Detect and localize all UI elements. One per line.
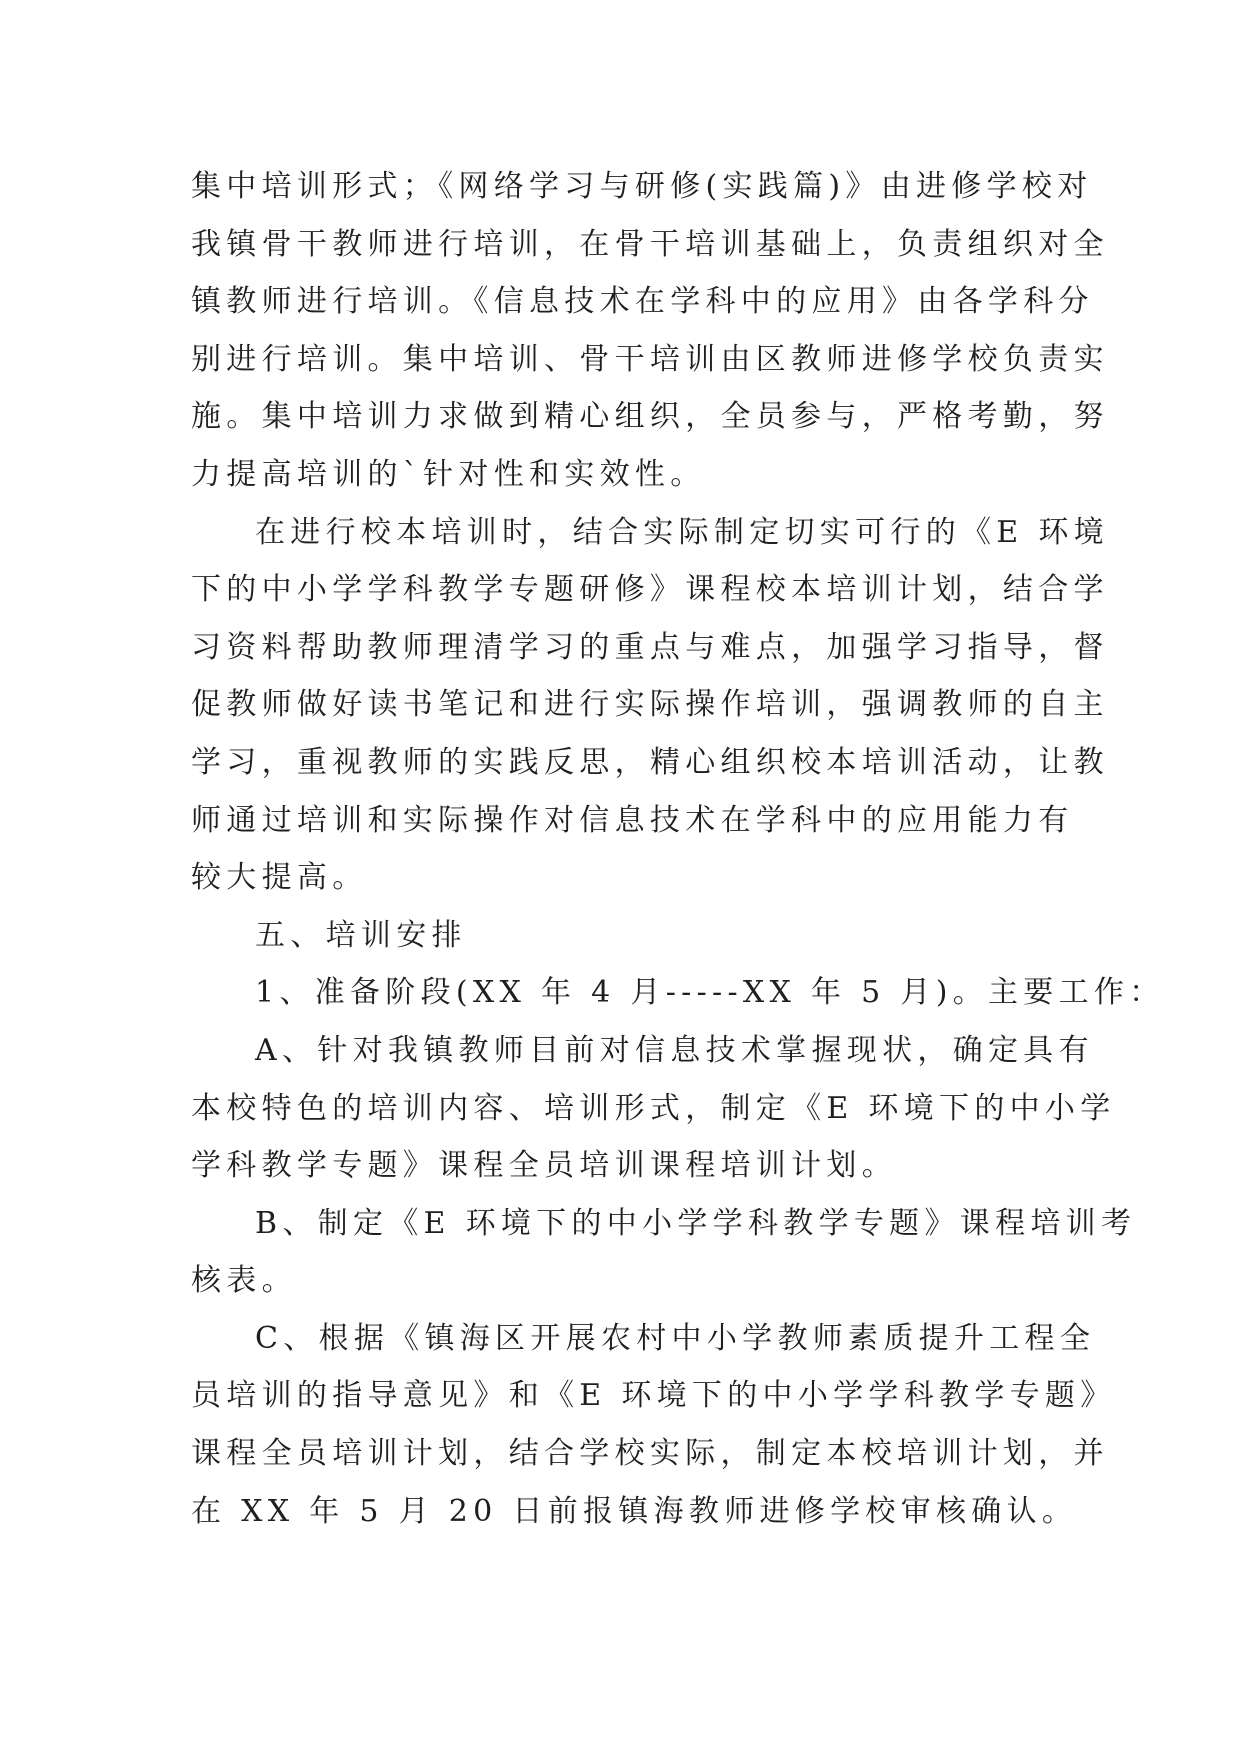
text-line-12: 师通过培训和实际操作对信息技术在学科中的应用能力有 <box>191 802 1074 838</box>
text-line-18: 学科教学专题》课程全员培训课程培训计划。 <box>191 1148 897 1184</box>
text-line-4: 别进行培训。集中培训、骨干培训由区教师进修学校负责实 <box>191 341 1109 377</box>
text-line-20: 核表。 <box>191 1263 297 1299</box>
text-line-8: 下的中小学学科教学专题研修》课程校本培训计划，结合学 <box>191 572 1109 608</box>
text-line-22: 员培训的指导意见》和《E 环境下的中小学学科教学专题》 <box>191 1378 1116 1414</box>
text-line-19: B、制定《E 环境下的中小学学科教学专题》课程培训考 <box>255 1205 1137 1241</box>
text-line-23: 课程全员培训计划，结合学校实际，制定本校培训计划，并 <box>191 1436 1109 1472</box>
text-line-11: 学习，重视教师的实践反思，精心组织校本培训活动，让教 <box>191 744 1109 780</box>
text-line-15: 1、准备阶段(XX 年 4 月-----XX 年 5 月)。主要工作： <box>255 975 1165 1011</box>
text-line-10: 促教师做好读书笔记和进行实际操作培训，强调教师的自主 <box>191 687 1109 723</box>
section-heading: 五、培训安排 <box>255 917 467 953</box>
text-line-16: A、针对我镇教师目前对信息技术掌握现状，确定具有 <box>255 1032 1094 1068</box>
text-line-7: 在进行校本培训时，结合实际制定切实可行的《E 环境 <box>255 514 1109 550</box>
text-line-9: 习资料帮助教师理清学习的重点与难点，加强学习指导，督 <box>191 629 1109 665</box>
text-line-3: 镇教师进行培训。《信息技术在学科中的应用》由各学科分 <box>191 284 1094 320</box>
text-line-5: 施。集中培训力求做到精心组织，全员参与，严格考勤，努 <box>191 399 1109 435</box>
text-line-2: 我镇骨干教师进行培训，在骨干培训基础上，负责组织对全 <box>191 226 1109 262</box>
text-line-21: C、根据《镇海区开展农村中小学教师素质提升工程全 <box>255 1320 1096 1356</box>
text-line-6: 力提高培训的`针对性和实效性。 <box>191 456 706 492</box>
text-line-13: 较大提高。 <box>191 860 368 896</box>
text-line-17: 本校特色的培训内容、培训形式，制定《E 环境下的中小学 <box>191 1090 1116 1126</box>
body-text <box>191 158 1165 1540</box>
text-line-1: 集中培训形式；《网络学习与研修(实践篇)》由进修学校对 <box>191 169 1093 204</box>
text-line-24: 在 XX 年 5 月 20 日前报镇海教师进修学校审核确认。 <box>191 1493 1078 1529</box>
